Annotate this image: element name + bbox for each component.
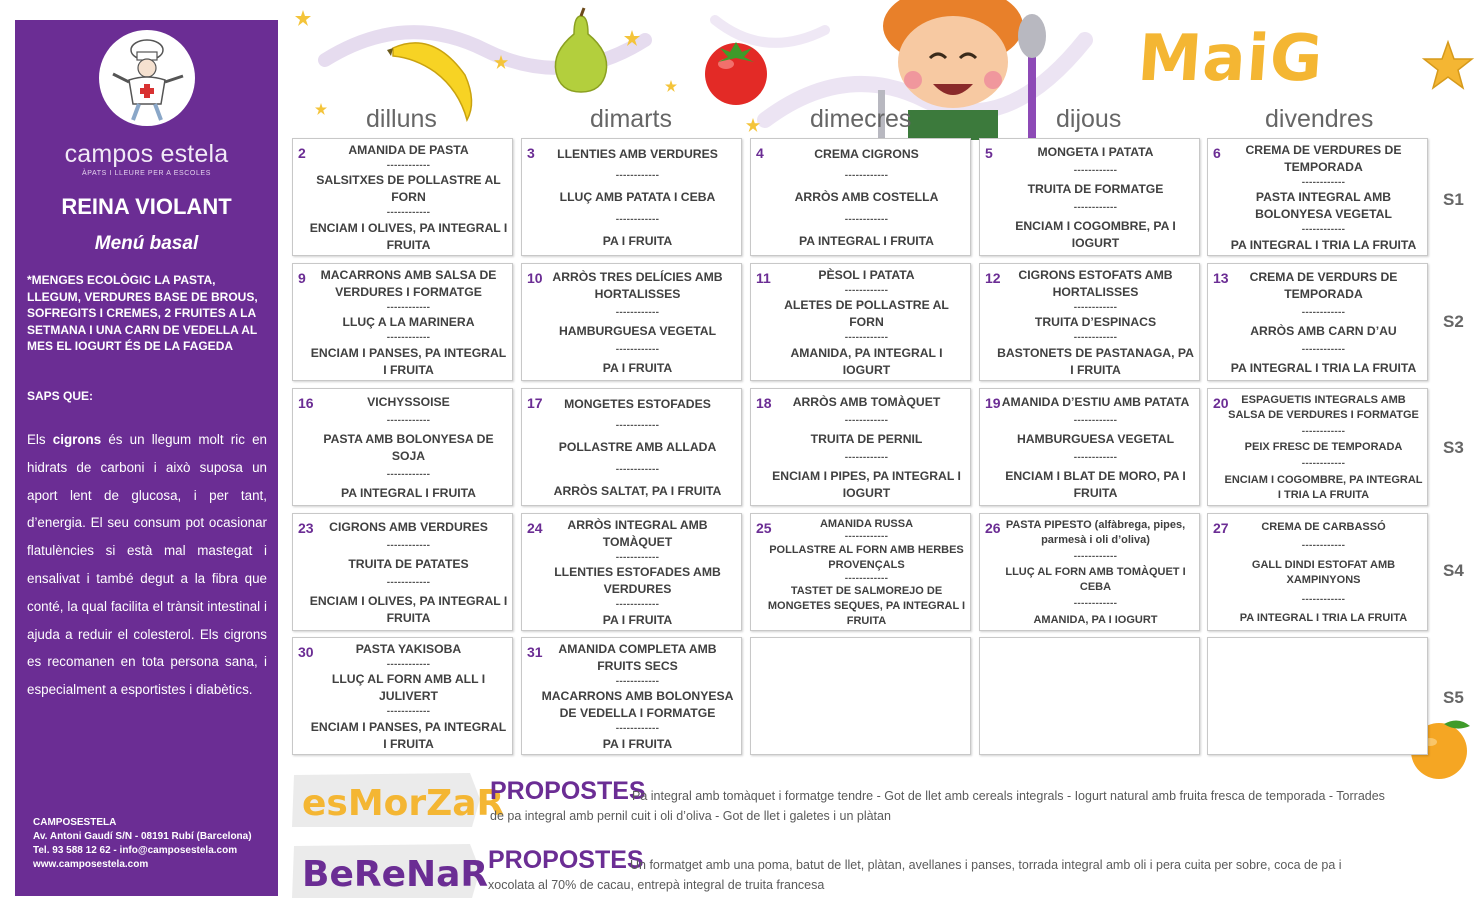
dish-separator: ------------ — [386, 577, 431, 588]
menu-dishes — [986, 139, 1195, 255]
menu-dishes — [986, 264, 1195, 380]
menu-dishes — [1214, 389, 1423, 505]
day-number: 23 — [298, 520, 314, 536]
dish-separator: ------------ — [1301, 307, 1346, 318]
dessert: ARRÒS SALTAT, PA I FRUITA — [553, 484, 722, 499]
day-cell-17 — [521, 388, 742, 506]
day-number: 19 — [985, 395, 1001, 411]
day-cell-20 — [1207, 388, 1428, 506]
day-cell-3 — [521, 138, 742, 256]
dish-separator: ------------ — [1073, 415, 1118, 426]
day-cell-11 — [750, 263, 971, 381]
dish-separator: ------------ — [1073, 550, 1118, 562]
day-number: 10 — [527, 270, 543, 286]
day-number: 30 — [298, 644, 314, 660]
day-number: 9 — [298, 270, 306, 286]
tomato-icon — [698, 32, 774, 108]
berenar-proposals-title: PROPOSTES — [488, 846, 644, 874]
day-number: 27 — [1213, 520, 1229, 536]
second-course: ARRÒS AMB COSTELLA — [794, 190, 939, 205]
menu-type: Menú basal — [94, 233, 199, 254]
day-number: 26 — [985, 520, 1001, 536]
star-icon — [746, 118, 760, 132]
first-course: AMANIDA COMPLETA AMB FRUITS SECS — [558, 642, 717, 674]
first-course: PASTA YAKISOBA — [355, 642, 462, 657]
menu-dishes — [299, 638, 508, 754]
day-number: 3 — [527, 145, 535, 161]
pear-icon — [548, 8, 614, 93]
menu-dishes — [757, 264, 966, 380]
dish-separator: ------------ — [615, 675, 660, 687]
dish-separator: ------------ — [1301, 458, 1346, 470]
first-course: AMANIDA DE PASTA — [348, 143, 469, 158]
dish-separator: ------------ — [844, 415, 889, 426]
day-header-dilluns: dilluns — [366, 105, 437, 133]
dish-separator: ------------ — [615, 213, 660, 225]
menu-dishes — [986, 389, 1195, 505]
day-cell-31 — [521, 637, 742, 755]
dish-separator: ------------ — [1301, 344, 1346, 355]
esmorzar-banner — [290, 771, 505, 829]
second-course: TRUITA DE PERNIL — [810, 432, 923, 446]
dish-separator: ------------ — [1301, 224, 1346, 236]
first-course: ARRÒS INTEGRAL AMB TOMÀQUET — [567, 518, 708, 550]
week-label-s2: S2 — [1443, 312, 1464, 331]
dessert: ENCIAM I PIPES, PA INTEGRAL I IOGURT — [772, 469, 961, 500]
second-course: GALL DINDI ESTOFAT AMB XAMPINYONS — [1251, 558, 1396, 586]
day-cell-empty — [750, 637, 971, 755]
day-cell-9 — [292, 263, 513, 381]
esmorzar-proposals-text-first: Pa integral amb tomàquet i formatge tendre - Got de llet amb cereals integrals - Iogurt natural amb fruita fresca de temporada - Torrades — [632, 789, 1385, 803]
second-course: PASTA INTEGRAL AMB BOLONYESA VEGETAL — [1255, 190, 1392, 222]
star-icon — [624, 30, 640, 46]
dish-separator: ------------ — [844, 531, 889, 543]
day-cell-25 — [750, 513, 971, 631]
dessert: PA INTEGRAL I TRIA LA FRUITA — [1230, 237, 1417, 252]
day-cell-5 — [979, 138, 1200, 256]
day-cell-empty — [979, 637, 1200, 755]
chef-logo-icon — [99, 30, 195, 126]
day-cell-4 — [750, 138, 971, 256]
day-cell-18 — [750, 388, 971, 506]
week-label-s4: S4 — [1443, 561, 1464, 580]
week-label-s1: S1 — [1443, 190, 1464, 209]
dessert: PA INTEGRAL I TRIA LA FRUITA — [1230, 361, 1417, 375]
dessert: PA I FRUITA — [602, 234, 673, 249]
first-course: AMANIDA RUSSA — [819, 517, 914, 530]
dessert: ENCIAM I OLIVES, PA INTEGRAL I FRUITA — [309, 220, 508, 252]
menu-dishes — [1214, 139, 1423, 255]
dish-separator: ------------ — [615, 420, 660, 432]
second-course: SALSITXES DE POLLASTRE AL FORN — [316, 173, 501, 205]
saps-text: Els cigrons és un llegum molt ric en hidrats de carboni i això suposa un aport lent de glucosa, i per tant, d’energia. El seu consum pot ocasionar flatulències si està mal mastegat i ensalivat i també degut a la fibra que conté, la qual facilita el trànsit intestinal i ajuda a reduir el colesterol. Els cigrons es recomanen en tota persona sana, i especialment a esportistes i diabètics. — [27, 432, 267, 698]
first-course: CIGRONS AMB VERDURES — [329, 520, 488, 534]
dish-separator: ------------ — [1073, 202, 1118, 213]
first-course: CIGRONS ESTOFATS AMB HORTALISSES — [1018, 268, 1173, 300]
day-number: 5 — [985, 145, 993, 161]
second-course: HAMBURGUESA VEGETAL — [558, 324, 717, 338]
dessert: ENCIAM I COGOMBRE, PA INTEGRAL I TRIA LA FRUITA — [1224, 473, 1423, 501]
contact-info — [33, 816, 252, 872]
day-number: 31 — [527, 644, 543, 660]
dish-separator: ------------ — [1301, 176, 1346, 188]
day-header-dimarts: dimarts — [590, 105, 672, 133]
dish-separator: ------------ — [844, 332, 889, 344]
contact-web[interactable]: www.camposestela.com — [33, 859, 149, 870]
first-course: ARRÒS AMB TOMÀQUET — [792, 395, 941, 409]
esmorzar-proposals-text-second: de pa integral amb pernil cuit i oli d’oliva - Got de llet i galetes i un plàtan — [490, 809, 891, 823]
dish-separator: ------------ — [615, 170, 660, 182]
dish-separator: ------------ — [615, 551, 660, 563]
day-cell-2 — [292, 138, 513, 256]
menu-dishes — [757, 514, 966, 630]
second-course: LLENTIES ESTOFADES AMB VERDURES — [554, 565, 721, 597]
second-course: LLUÇ AMB PATATA I CEBA — [559, 190, 716, 205]
day-cell-19 — [979, 388, 1200, 506]
dish-separator: ------------ — [1301, 425, 1346, 437]
dish-separator: ------------ — [1073, 165, 1118, 176]
menu-dishes — [528, 514, 737, 630]
menu-dishes — [1214, 514, 1423, 630]
dessert: TASTET DE SALMOREJO DE MONGETES SEQUES, PA INTEGRAL I FRUITA — [767, 585, 966, 628]
dish-separator: ------------ — [386, 301, 431, 313]
day-number: 24 — [527, 520, 543, 536]
dessert: PA INTEGRAL I FRUITA — [799, 234, 934, 249]
day-cell-6 — [1207, 138, 1428, 256]
day-cell-27 — [1207, 513, 1428, 631]
day-cell-30 — [292, 637, 513, 755]
menu-dishes — [299, 139, 508, 255]
day-number: 4 — [756, 145, 764, 161]
dessert: ENCIAM I PANSES, PA INTEGRAL I FRUITA — [310, 345, 507, 377]
day-header-dijous: dijous — [1056, 105, 1122, 133]
dish-separator: ------------ — [1073, 301, 1118, 313]
first-course: CREMA CIGRONS — [814, 146, 919, 161]
brand-name: campos estela — [64, 140, 229, 168]
second-course: ARRÒS AMB CARN D’AU — [1250, 324, 1397, 338]
esmorzar-proposals-title: PROPOSTES — [490, 777, 646, 805]
day-cell-24 — [521, 513, 742, 631]
contact-name: CAMPOSESTELA — [33, 817, 117, 828]
day-cell-empty — [1207, 637, 1428, 755]
dessert: ENCIAM I PANSES, PA INTEGRAL I FRUITA — [310, 719, 507, 751]
day-cell-13 — [1207, 263, 1428, 381]
dish-separator: ------------ — [844, 284, 889, 296]
first-course: ESPAGUETIS INTEGRALS AMB SALSA DE VERDURES I FORMATGE — [1228, 394, 1419, 422]
menu-dishes — [1214, 264, 1423, 380]
dish-separator: ------------ — [1301, 593, 1346, 605]
second-course: TRUITA DE PATATES — [348, 557, 469, 571]
menu-dishes — [528, 139, 737, 255]
dish-separator: ------------ — [844, 452, 889, 463]
dish-separator: ------------ — [844, 572, 889, 584]
day-number: 6 — [1213, 145, 1221, 161]
menu-dishes — [299, 264, 508, 380]
menu-dishes — [986, 514, 1195, 630]
second-course: PEIX FRESC DE TEMPORADA — [1244, 441, 1403, 454]
star-icon — [315, 103, 327, 115]
first-course: AMANIDA D’ESTIU AMB PATATA — [1001, 395, 1190, 409]
dessert: PA INTEGRAL I TRIA LA FRUITA — [1239, 612, 1408, 625]
dish-separator: ------------ — [615, 344, 660, 355]
dish-separator: ------------ — [1301, 540, 1346, 552]
second-course: POLLASTRE AMB ALLADA — [558, 440, 717, 455]
dessert: ENCIAM I COGOMBRE, PA I IOGURT — [1015, 219, 1176, 250]
eco-note: *MENGES ECOLÒGIC LA PASTA, LLEGUM, VERDURES BASE DE BROUS, SOFREGITS I CREMES, 2 FRUITES A LA SETMANA I UNA CARN DE VEDELLA AL MES EL IOGURT ÉS DE LA FAGEDA — [27, 273, 258, 353]
day-number: 2 — [298, 145, 306, 161]
dessert: AMANIDA, PA INTEGRAL I IOGURT — [790, 345, 943, 377]
week-label-s5: S5 — [1443, 688, 1464, 707]
menu-dishes — [757, 389, 966, 505]
first-course: MACARRONS AMB SALSA DE VERDURES I FORMATGE — [320, 268, 497, 300]
dish-separator: ------------ — [615, 307, 660, 318]
star-icon — [295, 10, 311, 26]
first-course: CREMA DE VERDURS DE TEMPORADA — [1249, 270, 1398, 301]
dessert: ENCIAM I BLAT DE MORO, PA I FRUITA — [1005, 469, 1186, 500]
day-cell-12 — [979, 263, 1200, 381]
day-number: 25 — [756, 520, 772, 536]
dish-separator: ------------ — [386, 658, 431, 670]
menu-dishes — [528, 389, 737, 505]
day-number: 18 — [756, 395, 772, 411]
first-course: MONGETES ESTOFADES — [564, 396, 711, 411]
day-header-dimecres: dimecres — [810, 105, 912, 133]
dish-separator: ------------ — [386, 332, 431, 344]
second-course: TRUITA D’ESPINACS — [1034, 315, 1157, 330]
first-course: CREMA DE VERDURES DE TEMPORADA — [1245, 143, 1402, 175]
dish-separator: ------------ — [386, 415, 431, 426]
menu-dishes — [757, 139, 966, 255]
berenar-proposals-text-second: xocolata al 70% de cacau, entrepà integral de truita francesa — [488, 878, 825, 892]
second-course: LLUÇ AL FORN AMB TOMÀQUET I CEBA — [1005, 566, 1186, 594]
menu-dishes — [299, 389, 508, 505]
star-icon — [494, 55, 508, 69]
day-number: 11 — [756, 270, 771, 286]
dish-separator: ------------ — [386, 706, 431, 718]
contact-phone: Tel. 93 588 12 62 - info@camposestela.com — [33, 845, 238, 856]
second-course: PASTA AMB BOLONYESA DE SOJA — [323, 432, 494, 463]
dish-separator: ------------ — [615, 723, 660, 735]
dish-separator: ------------ — [844, 213, 889, 225]
first-course: LLENTIES AMB VERDURES — [557, 146, 718, 161]
dish-separator: ------------ — [1073, 452, 1118, 463]
star-icon — [1422, 40, 1474, 92]
dish-separator: ------------ — [615, 463, 660, 475]
day-number: 17 — [527, 395, 543, 411]
dish-separator: ------------ — [844, 170, 889, 182]
day-cell-16 — [292, 388, 513, 506]
dessert: ENCIAM I OLIVES, PA INTEGRAL I FRUITA — [309, 594, 508, 625]
menu-dishes — [528, 638, 737, 754]
second-course: TRUITA DE FORMATGE — [1027, 182, 1164, 196]
month-title: MaiG — [1135, 22, 1326, 96]
second-course: LLUÇ AL FORN AMB ALL I JULIVERT — [331, 672, 486, 704]
berenar-banner-text: BeReNaR — [302, 854, 489, 895]
second-course: LLUÇ A LA MARINERA — [342, 315, 475, 330]
esmorzar-banner-text: esMorZaR — [302, 783, 505, 824]
first-course: CREMA DE CARBASSÓ — [1261, 520, 1386, 533]
menu-dishes — [528, 264, 737, 380]
first-course: VICHYSSOISE — [367, 395, 450, 409]
dessert: BASTONETS DE PASTANAGA, PA I FRUITA — [997, 345, 1194, 377]
dish-separator: ------------ — [615, 599, 660, 611]
dish-separator: ------------ — [1073, 598, 1118, 610]
dish-separator: ------------ — [386, 207, 431, 219]
day-number: 12 — [985, 270, 1001, 286]
dessert: PA I FRUITA — [602, 612, 673, 627]
day-number: 16 — [298, 395, 314, 411]
saps-title: SAPS QUE: — [27, 389, 94, 403]
day-number: 13 — [1213, 270, 1229, 286]
second-course: POLLASTRE AL FORN AMB HERBES PROVENÇALS — [769, 543, 964, 571]
dessert: PA INTEGRAL I FRUITA — [341, 486, 476, 500]
menu-dishes — [299, 514, 508, 630]
dish-separator: ------------ — [386, 159, 431, 171]
dish-separator: ------------ — [386, 469, 431, 480]
berenar-proposals-text-first: Un formatget amb una poma, batut de llet, plàtan, avellanes i panses, torrada integral amb oli i pera cuita per sobre, coca de pa i — [630, 858, 1342, 872]
first-course: PASTA PIPESTO (alfàbrega, pipes, parmesà i oli d’oliva) — [1005, 519, 1186, 547]
star-icon — [665, 80, 677, 92]
dessert: AMANIDA, PA I IOGURT — [1033, 613, 1158, 626]
day-header-divendres: divendres — [1265, 105, 1374, 133]
second-course: MACARRONS AMB BOLONYESA DE VEDELLA I FORMATGE — [541, 689, 734, 721]
sidebar — [15, 20, 278, 896]
second-course: ALETES DE POLLASTRE AL FORN — [784, 298, 949, 330]
day-cell-10 — [521, 263, 742, 381]
dessert: PA I FRUITA — [602, 736, 673, 751]
dessert: PA I FRUITA — [602, 361, 673, 375]
contact-address: Av. Antoni Gaudí S/N - 08191 Rubí (Barcelona) — [33, 831, 252, 842]
school-name: REINA VIOLANT — [61, 194, 232, 219]
dish-separator: ------------ — [1073, 332, 1118, 344]
first-course: PÈSOL I PATATA — [818, 268, 915, 283]
week-label-s3: S3 — [1443, 438, 1464, 457]
second-course: HAMBURGUESA VEGETAL — [1016, 432, 1175, 446]
first-course: ARRÒS TRES DELÍCIES AMB HORTALISSES — [552, 270, 723, 301]
first-course: MONGETA I PATATA — [1037, 145, 1154, 159]
day-number: 20 — [1213, 395, 1229, 411]
day-cell-23 — [292, 513, 513, 631]
dish-separator: ------------ — [386, 540, 431, 551]
brand-tagline: ÀPATS I LLEURE PER A ESCOLES — [82, 170, 211, 177]
day-cell-26 — [979, 513, 1200, 631]
berenar-banner — [290, 842, 489, 900]
